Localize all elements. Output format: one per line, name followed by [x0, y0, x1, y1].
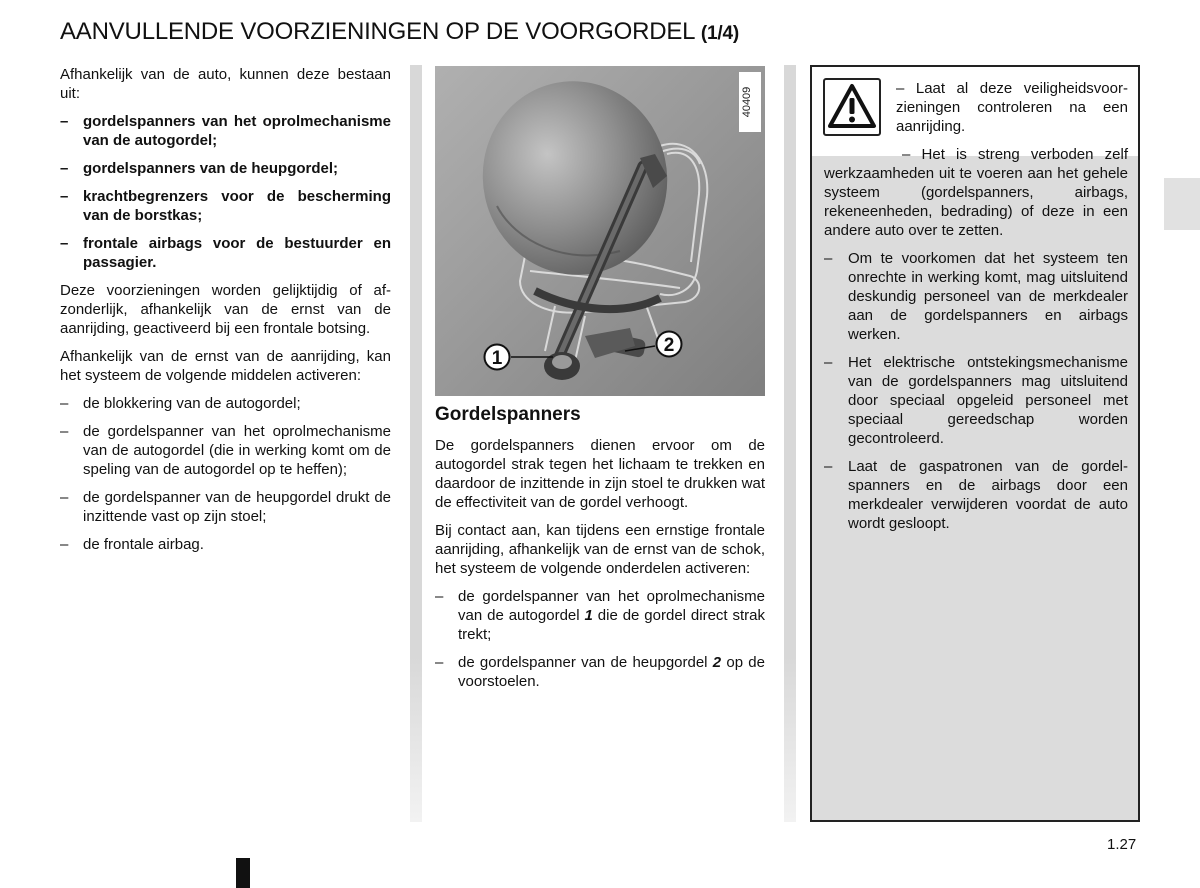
left-column [60, 65, 391, 563]
warning-body [824, 145, 1128, 542]
list-item: – gordelspanners van de heupgordel; [60, 160, 339, 177]
list-item: – Om te voorkomen dat het systeem ten onrechte in werking komt, mag uitsluitend deskundig personeel van de merkdealer aan de gordelspanners en airbags werken. [824, 250, 1128, 343]
intro-paragraph: Afhankelijk van de auto, kunnen deze bestaan uit: [60, 66, 391, 102]
severity-paragraph: Afhankelijk van de ernst van de aanrijding, kan het systeem de volgende middelen activeren: [60, 348, 391, 384]
warning-triangle-icon [823, 78, 881, 136]
activation-list [60, 394, 391, 554]
page-title-fraction: (1/4) [700, 23, 739, 44]
equipment-list [60, 112, 391, 272]
list-item: – de gordelspanner van de heupgordel drukt de inzittende vast op zijn stoel; [60, 489, 391, 525]
activation-paragraph: Deze voorzieningen worden gelijktijdig of afzonderlijk, afhankelijk van de ernst van de aanrijding, geactiveerd bij een frontale botsing. [60, 282, 391, 337]
warning-intro: – Laat al deze veiligheidsvoorzieningen controleren na een aanrijding. [896, 80, 1128, 135]
callout-1-label: 1 [491, 348, 503, 369]
page-title [60, 18, 739, 46]
seatbelt-illustration [435, 66, 765, 396]
list-item: – Laat de gaspatronen van de gordelspanners en de airbags door een merkdealer verwijderen voordat de auto wordt gesloopt. [824, 458, 1128, 532]
page-title-text: AANVULLENDE VOORZIENINGEN OP DE VOORGORDEL [60, 18, 695, 45]
list-item: – de blokkering van de autogordel; [60, 395, 301, 412]
column-divider [784, 65, 796, 822]
list-item: – de frontale airbag. [60, 536, 204, 553]
list-item: – gordelspanners van het oprolmechanisme van de autogordel; [60, 113, 391, 149]
figure-code: 40409 [741, 86, 753, 118]
contact-paragraph: Bij contact aan, kan tijdens een ernstige frontale aanrijding, afhankelijk van de ernst van de schok, het systeem de volgende onderdelen activeren: [435, 522, 765, 577]
print-mark [236, 858, 250, 888]
pretensioner-list [435, 587, 765, 691]
list-item: – de gordelspanner van het oprolmechanisme van de autogordel (die in werking komt om de speling van de autogordel op te heffen); [60, 423, 391, 478]
list-item: – krachtbegrenzers voor de bescherming van de borstkas; [60, 188, 391, 224]
warning-paragraph: – Het is streng verboden zelf werkzaamheden uit te voeren aan het gehele systeem (gordelspanners, airbags, rekeneenheden, bedrading) of deze in een andere auto over te zetten. [824, 146, 1128, 239]
chapter-tab [1164, 178, 1200, 230]
warning-box [810, 65, 1140, 822]
pretensioner-paragraph: De gordelspanners dienen ervoor om de autogordel strak tegen het lichaam te trekken en daardoor de inzittende in zijn stoel te drukken wat de effectiviteit van de gordel verhoogt. [435, 437, 765, 511]
list-item: – Het elektrische ontstekingsmechanisme van de gordelspanners mag uitsluitend door speciaal opgeleid personeel met speciaal gereedschap worden gecontroleerd. [824, 354, 1128, 447]
page-number: 1.27 [1107, 836, 1137, 853]
column-divider [410, 65, 422, 822]
warning-list [824, 249, 1128, 533]
callout-reference: 2 [712, 654, 722, 671]
callout-2-label: 2 [663, 335, 675, 356]
list-item: – de gordelspanner van het oprolmechanisme van de autogordel 1 die de gordel direct strak trekt; [435, 588, 766, 643]
section-heading: Gordelspanners [435, 404, 581, 425]
callout-reference: 1 [584, 607, 593, 624]
middle-column [435, 403, 765, 700]
list-item: – de gordelspanner van de heupgordel 2 op de voorstoelen. [435, 654, 765, 690]
seat-airbag-drawing [435, 66, 765, 396]
list-item: – frontale airbags voor de bestuurder en passagier. [60, 235, 391, 271]
